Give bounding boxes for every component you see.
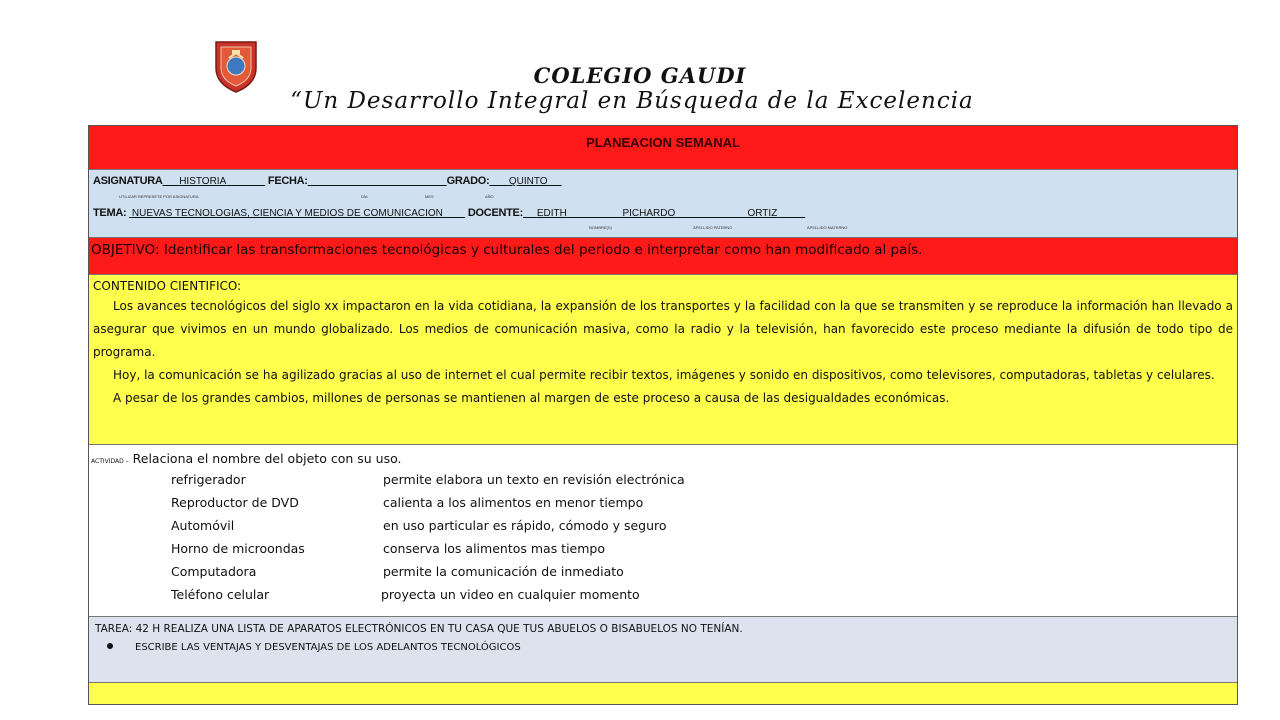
grado-label: GRADO: [446,175,490,187]
school-motto: “Un Desarrollo Integral en Búsqueda de la Excelencia [290,88,974,114]
content-paragraph: A pesar de los grandes cambios, millones de personas se mantienen al margen de este proceso a causa de las desigualdades económicas. [113,391,950,405]
object-name: Computadora [171,564,257,579]
homework-bullet-text: ESCRIBE LAS VENTAJAS Y DESVENTAJAS DE LOS ADELANTOS TECNOLÓGICOS [135,642,521,653]
activity-instruction: Relaciona el nombre del objeto con su uso. [132,451,402,466]
tema-label: TEMA: [93,207,127,219]
docente-materno: ORTIZ [747,208,778,219]
list-item [89,518,1237,540]
fecha-field[interactable] [308,176,447,187]
nombre-sublabel: NOMBRE(S) [589,225,612,230]
object-name: Teléfono celular [171,587,270,602]
content-paragraph: Hoy, la comunicación se ha agilizado gracias al uso de internet el cual permite recibir textos, imágenes y sonido en dispositivos, como televisores, computadoras, tabletas y celulares. [113,368,1215,382]
plan-title: PLANEACION SEMANAL [586,135,740,150]
plan-info-band [89,170,1237,238]
docente-nombre: EDITH [536,208,567,219]
footer-band [89,683,1237,704]
list-item [89,541,1237,563]
fecha-label: FECHA: [267,175,308,187]
object-use: conserva los alimentos mas tiempo [383,541,605,556]
list-item [89,495,1237,517]
asignatura-label: ASIGNATURA [93,175,163,187]
objective-text: OBJETIVO: Identificar las transformaciones tecnológicas y culturales del periodo e interpretar como han modificado al país. [91,242,923,258]
paterno-sublabel: APELLIDO PATERNO [693,225,733,230]
object-use: proyecta un video en cualquier momento [381,587,640,602]
list-item [89,587,1237,609]
activity-band [89,445,1237,617]
content-heading: CONTENIDO CIENTIFICO: [93,279,242,293]
list-item [89,564,1237,586]
object-name: Reproductor de DVD [171,495,299,510]
bullet-icon [107,643,113,649]
subject-line [93,175,562,187]
object-name: refrigerador [171,472,246,487]
mes-sublabel: MES [425,194,434,199]
asignatura-sublabel: UTILIZAR REPRESETE POR ASIGNATURA [119,194,199,199]
homework-band [89,617,1237,683]
homework-bullet-line [107,642,521,653]
object-use: permite elabora un texto en revisión electrónica [383,472,685,487]
materno-sublabel: APELLIDO MATERNO [807,225,848,230]
docente-label: DOCENTE: [467,207,523,219]
activity-label: ACTIVIDAD – [91,458,129,465]
topic-line [93,207,805,219]
dia-sublabel: DÍA [361,194,368,199]
scientific-content-band [89,275,1237,445]
grado-value: QUINTO [508,176,548,187]
objective-band [89,238,1237,275]
tema-value: NUEVAS TECNOLOGIAS, CIENCIA Y MEDIOS DE COMUNICACION [131,208,443,219]
object-name: Horno de microondas [171,541,305,556]
plan-title-band [89,126,1237,170]
object-use: permite la comunicación de inmediato [383,564,624,579]
weekly-plan-sheet [88,125,1238,705]
object-use: en uso particular es rápido, cómodo y seguro [383,518,667,533]
homework-line: TAREA: 42 H REALIZA UNA LISTA DE APARATOS ELECTRÓNICOS EN TU CASA QUE TUS ABUELOS O BISABUELOS NO TENÍAN. [95,623,743,635]
asignatura-value: HISTORIA [179,176,227,187]
object-use: calienta a los alimentos en menor tiempo [383,495,644,510]
docente-paterno: PICHARDO [622,208,676,219]
object-name: Automóvil [171,518,235,533]
school-name: COLEGIO GAUDI [533,63,747,88]
content-paragraph: Los avances tecnológicos del siglo xx impactaron en la vida cotidiana, la expansión de los transportes y la facilidad con la que se transmiten y se reproduce la información han llevado a asegurar que vivimos en un mundo globalizado. Los medios de comunicación masiva, como la radio y la televisión, han favorecido este proceso mediante la difusión de todo tipo de programa. [93,299,1233,359]
list-item [89,472,1237,494]
anio-sublabel: AÑO [485,194,494,199]
activity-intro [91,451,401,466]
